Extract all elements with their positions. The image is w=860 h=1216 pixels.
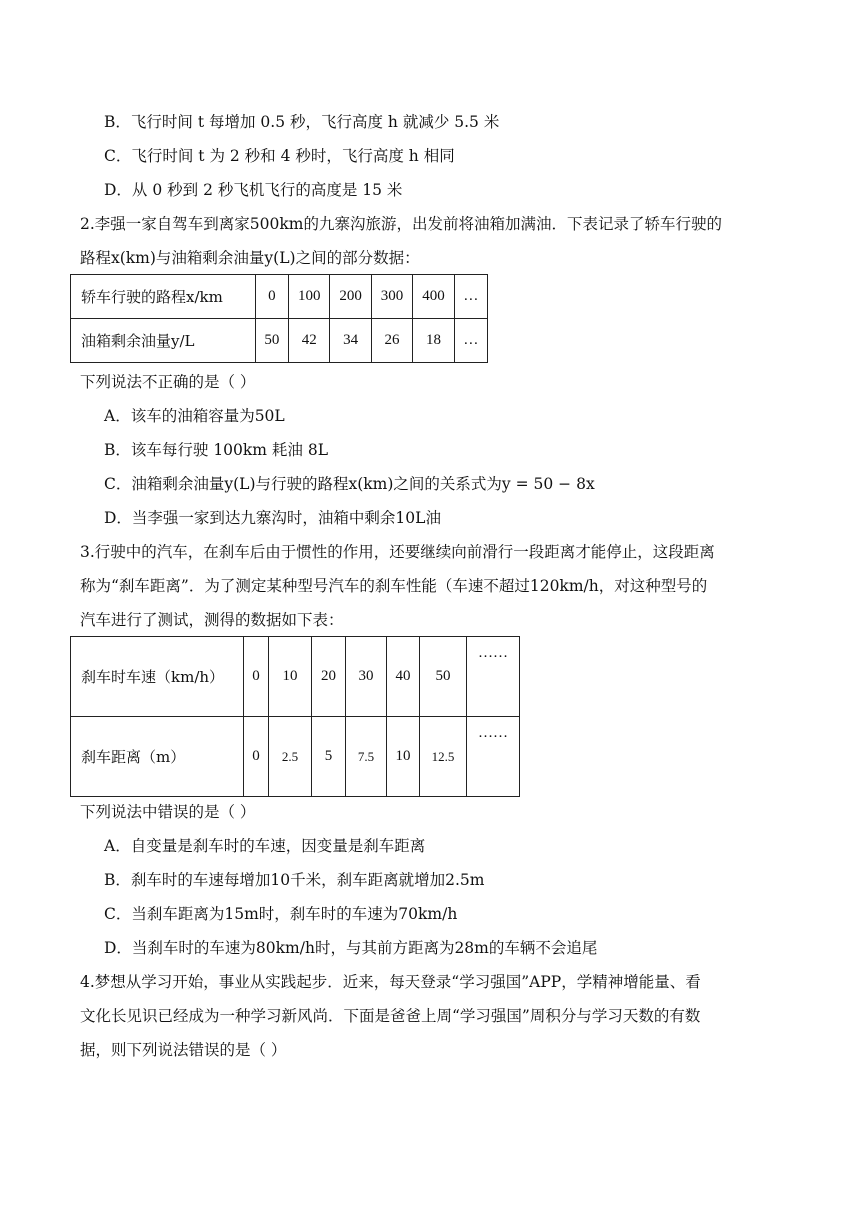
q1-option-c: C．飞行时间 t 为 2 秒和 4 秒时，飞行高度 h 相同 [104, 147, 455, 165]
table-cell: 10 [269, 637, 312, 717]
table-cell: 2.5 [269, 717, 312, 797]
table-cell: …… [467, 637, 520, 717]
table-cell: 30 [346, 637, 387, 717]
table-cell: 34 [330, 319, 371, 363]
q3-option-a: A．自变量是刹车时的车速，因变量是刹车距离 [104, 837, 426, 855]
table-row [71, 275, 488, 319]
q2-option-d: D．当李强一家到达九寨沟时，油箱中剩余10L油 [104, 509, 441, 527]
table-row [71, 637, 520, 717]
q1-option-d: D．从 0 秒到 2 秒飞机飞行的高度是 15 米 [104, 181, 403, 199]
table-cell: 200 [330, 275, 371, 319]
table-cell: 12.5 [420, 717, 467, 797]
table-cell: 40 [387, 637, 420, 717]
q4-text-line3: 据，则下列说法错误的是（ ） [80, 1041, 287, 1059]
table-cell: 18 [413, 319, 454, 363]
q3-text-line2: 称为“刹车距离”．为了测定某种型号汽车的刹车性能（车速不超过120km/h，对这种型号的 [80, 577, 708, 595]
q3-option-b: B．刹车时的车速每增加10千米，刹车距离就增加2.5m [104, 871, 485, 889]
q4-text-line1: 4.梦想从学习开始，事业从实践起步．近来，每天登录“学习强国”APP，学精神增能量、看 [80, 973, 701, 991]
q2-prompt: 下列说法不正确的是（ ） [80, 373, 256, 391]
q3-prompt: 下列说法中错误的是（ ） [80, 803, 256, 821]
table-cell: 42 [289, 319, 330, 363]
table-cell: …… [467, 717, 520, 797]
table-row [71, 319, 488, 363]
table-cell: 0 [244, 637, 269, 717]
table-cell: 5 [312, 717, 346, 797]
q2-option-a: A．该车的油箱容量为50L [104, 407, 285, 425]
q4-text-line2: 文化长见识已经成为一种学习新风尚．下面是爸爸上周“学习强国”周积分与学习天数的有数 [80, 1007, 701, 1025]
q3-table [70, 636, 520, 797]
q2-option-c: C．油箱剩余油量y(L)与行驶的路程x(km)之间的关系式为y = 50 − 8x [104, 475, 595, 493]
table-cell: 20 [312, 637, 346, 717]
table-cell: 10 [387, 717, 420, 797]
q2-text-line1: 2.李强一家自驾车到离家500km的九寨沟旅游，出发前将油箱加满油．下表记录了轿车行驶的 [80, 215, 722, 233]
table-cell: 0 [255, 275, 288, 319]
q3-text-line1: 3.行驶中的汽车，在刹车后由于惯性的作用，还要继续向前滑行一段距离才能停止，这段距离 [80, 543, 715, 561]
q1-option-b: B．飞行时间 t 每增加 0.5 秒，飞行高度 h 就减少 5.5 米 [104, 113, 500, 131]
q3-option-c: C．当刹车距离为15m时，刹车时的车速为70km/h [104, 905, 458, 923]
table-cell-label: 油箱剩余油量y/L [71, 319, 256, 363]
table-cell: 0 [244, 717, 269, 797]
table-cell: … [454, 319, 487, 363]
table-cell-label: 轿车行驶的路程x/km [71, 275, 256, 319]
table-cell: 100 [289, 275, 330, 319]
table-cell-label: 刹车距离（m） [71, 717, 244, 797]
table-cell: 400 [413, 275, 454, 319]
table-cell: 300 [371, 275, 412, 319]
q3-text-line3: 汽车进行了测试，测得的数据如下表： [80, 611, 344, 629]
q2-text-line2: 路程x(km)与油箱剩余油量y(L)之间的部分数据： [80, 249, 420, 267]
q2-option-b: B．该车每行驶 100km 耗油 8L [104, 441, 329, 459]
table-cell: … [454, 275, 487, 319]
q2-table [70, 274, 488, 363]
table-cell: 26 [371, 319, 412, 363]
table-cell: 50 [255, 319, 288, 363]
table-cell-label: 刹车时车速（km/h） [71, 637, 244, 717]
table-cell: 50 [420, 637, 467, 717]
q3-option-d: D．当刹车时的车速为80km/h时，与其前方距离为28m的车辆不会追尾 [104, 939, 598, 957]
table-cell: 7.5 [346, 717, 387, 797]
table-row [71, 717, 520, 797]
